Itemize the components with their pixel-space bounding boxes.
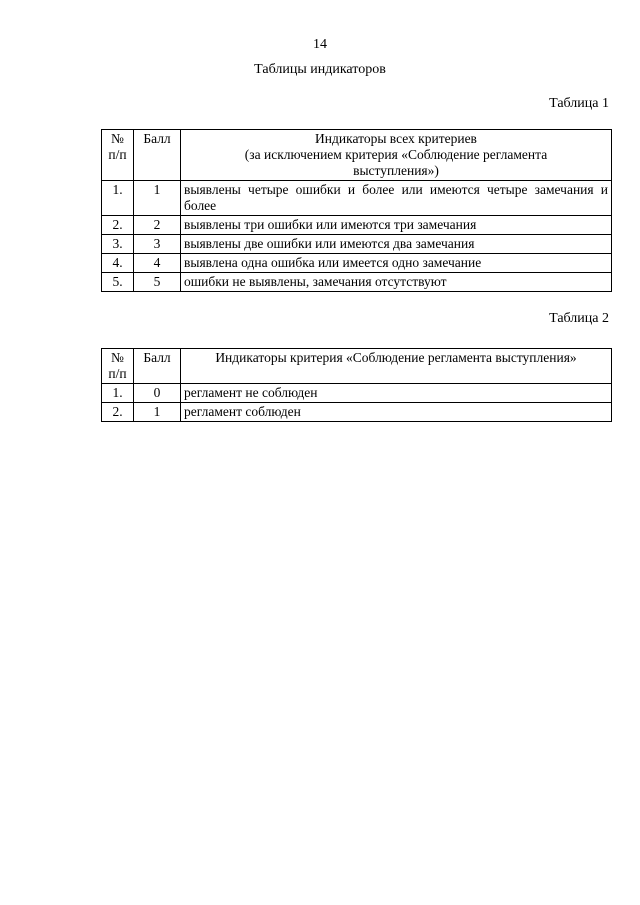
row-num: 1. [102, 384, 134, 403]
row-score: 5 [134, 273, 181, 292]
header-indicators-line2: (за исключением критерия «Соблюдение регламента выступления») [244, 147, 548, 178]
table-1-caption: Таблица 1 [549, 96, 609, 111]
row-indicator: регламент соблюден [181, 403, 612, 422]
row-score: 0 [134, 384, 181, 403]
header-indicators-line1: Индикаторы всех критериев [315, 131, 477, 146]
table-row [102, 235, 612, 254]
row-score: 1 [134, 181, 181, 216]
header-num: № п/п [102, 349, 134, 384]
table-row [102, 181, 612, 216]
table-row [102, 254, 612, 273]
row-num: 2. [102, 216, 134, 235]
row-num: 2. [102, 403, 134, 422]
table-row [102, 403, 612, 422]
page-number: 14 [313, 37, 327, 52]
header-score: Балл [134, 349, 181, 384]
table-header-row [102, 130, 612, 181]
table-row [102, 384, 612, 403]
table-row [102, 216, 612, 235]
row-indicator: выявлены две ошибки или имеются два замечания [181, 235, 612, 254]
row-score: 1 [134, 403, 181, 422]
row-indicator: регламент не соблюден [181, 384, 612, 403]
header-score: Балл [134, 130, 181, 181]
row-num: 1. [102, 181, 134, 216]
row-indicator: выявлены четыре ошибки и более или имеются четыре замечания и более [181, 181, 612, 216]
row-indicator: выявлена одна ошибка или имеется одно замечание [181, 254, 612, 273]
header-num: № п/п [102, 130, 134, 181]
row-indicator: выявлены три ошибки или имеются три замечания [181, 216, 612, 235]
table-row [102, 273, 612, 292]
row-indicator: ошибки не выявлены, замечания отсутствуют [181, 273, 612, 292]
row-num: 4. [102, 254, 134, 273]
table-header-row [102, 349, 612, 384]
row-score: 4 [134, 254, 181, 273]
page-title: Таблицы индикаторов [254, 62, 386, 77]
row-num: 5. [102, 273, 134, 292]
header-indicators: Индикаторы критерия «Соблюдение регламента выступления» [181, 349, 612, 384]
table-2-caption: Таблица 2 [549, 311, 609, 326]
indicators-table-2 [101, 348, 612, 422]
indicators-table-1 [101, 129, 612, 292]
header-indicators [181, 130, 612, 181]
row-score: 3 [134, 235, 181, 254]
row-num: 3. [102, 235, 134, 254]
row-score: 2 [134, 216, 181, 235]
